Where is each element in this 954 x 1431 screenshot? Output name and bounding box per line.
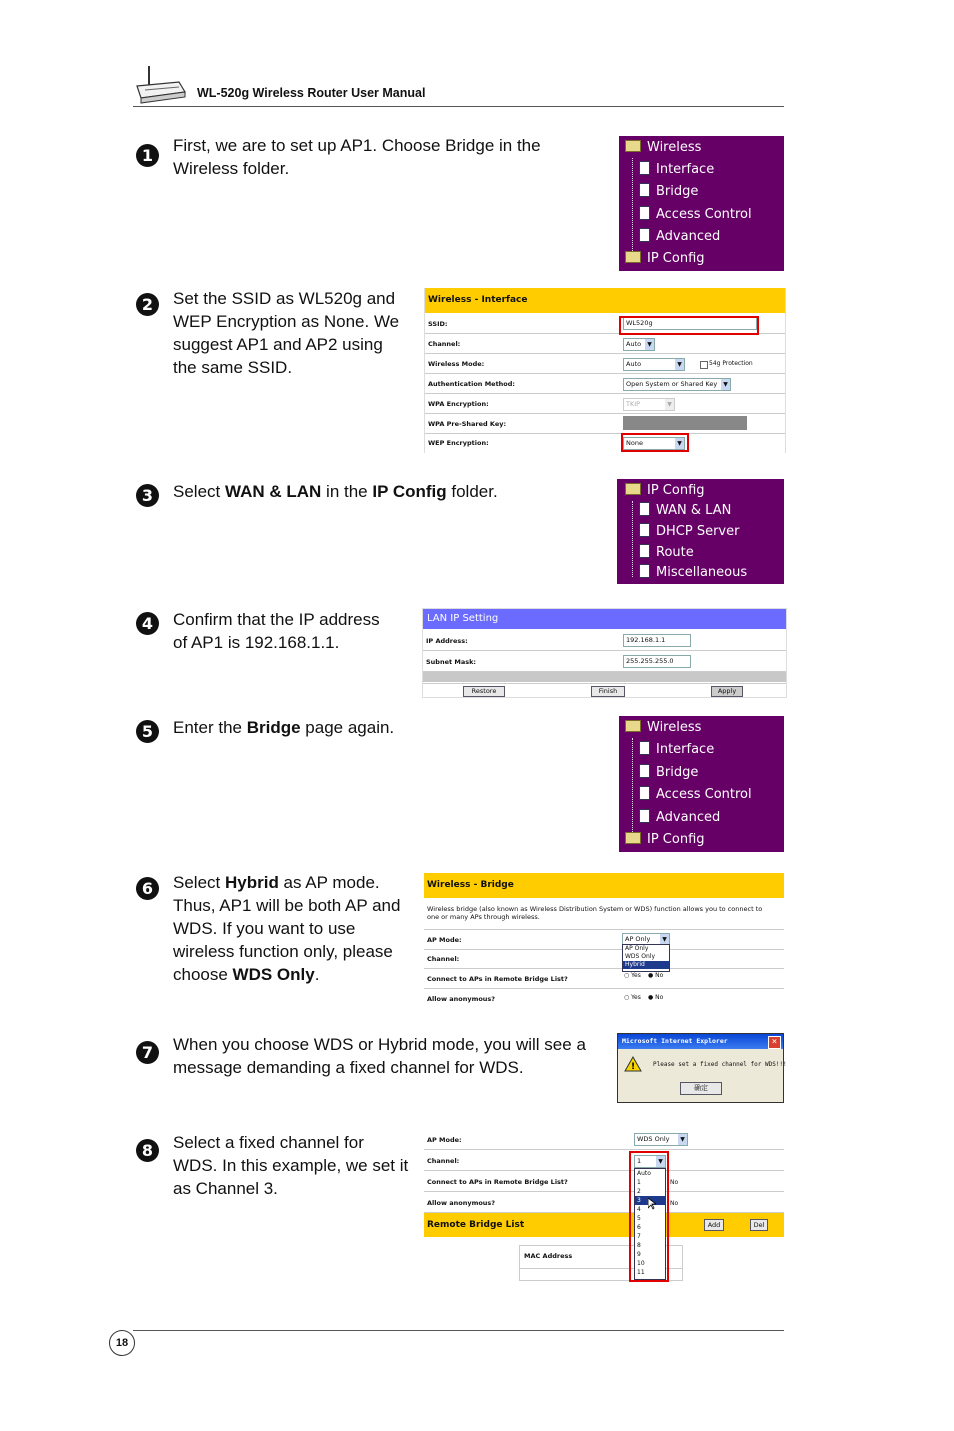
- folder-icon: [625, 251, 641, 263]
- tree-root-label: Wireless: [647, 720, 702, 735]
- channel-option[interactable]: 11: [637, 1269, 645, 1276]
- mac-address-header: MAC Address: [524, 1252, 573, 1260]
- page-icon: [639, 764, 650, 778]
- wpa-key-input: [623, 416, 747, 430]
- ok-button[interactable]: 确定: [680, 1082, 722, 1095]
- radio-yes[interactable]: ○ Yes: [624, 972, 641, 979]
- tree-route[interactable]: [639, 545, 694, 560]
- tree-access-control[interactable]: [639, 787, 752, 802]
- page-icon: [639, 183, 650, 197]
- tree-item-label: WAN & LAN: [656, 503, 732, 518]
- folder-icon: [625, 483, 641, 495]
- tree-root-label: IP Config: [647, 832, 705, 847]
- step-2-number: 2: [136, 293, 159, 316]
- radio-yes[interactable]: ○ Yes: [624, 994, 641, 1001]
- subnet-mask-input[interactable]: 255.255.255.0: [623, 655, 691, 668]
- channel-label: Channel:: [427, 1157, 460, 1165]
- connect-aps-label: Connect to APs in Remote Bridge List?: [427, 1178, 568, 1186]
- allow-anon-label: Allow anonymous?: [427, 995, 496, 1003]
- tree-wireless[interactable]: [625, 140, 701, 155]
- channel-select[interactable]: Auto ▼: [623, 338, 655, 351]
- step-4-number: 4: [136, 612, 159, 635]
- remote-bridge-list-bar: [424, 1213, 784, 1237]
- button-row: [423, 683, 786, 697]
- page-icon: [639, 228, 650, 242]
- folder-icon: [625, 140, 641, 152]
- wep-highlight: [621, 433, 689, 452]
- tree-wireless[interactable]: [625, 720, 701, 735]
- step-7-text: When you choose WDS or Hybrid mode, you will see a message demanding a fixed channel for WDS.: [173, 1035, 586, 1077]
- tree-advanced[interactable]: [639, 229, 720, 244]
- ssid-input[interactable]: WL520g: [623, 317, 757, 330]
- tree-advanced[interactable]: [639, 810, 720, 825]
- step-3-text: Select WAN & LAN in the IP Config folder.: [173, 482, 498, 501]
- wep-encryption-select[interactable]: None ▼: [623, 437, 685, 450]
- page-icon: [639, 206, 650, 220]
- radio-no[interactable]: ● No: [648, 994, 664, 1001]
- page-icon: [639, 564, 650, 578]
- add-button[interactable]: Add: [704, 1219, 724, 1231]
- auth-method-select[interactable]: Open System or Shared Key ▼: [623, 378, 731, 391]
- page-icon: [639, 741, 650, 755]
- bridge-description: Wireless bridge (also known as Wireless Distribution System or WDS) function allows you to connect to one or many APs through wireless.: [427, 905, 763, 921]
- tree-item-label: Advanced: [656, 810, 721, 825]
- folder-icon: [625, 720, 641, 732]
- tree-ip-config[interactable]: [625, 832, 705, 847]
- page-icon: [639, 809, 650, 823]
- ip-address-input[interactable]: 192.168.1.1: [623, 634, 691, 647]
- step-4-text: Confirm that the IP address of AP1 is 192.168.1.1.: [173, 610, 380, 652]
- page-icon: [639, 544, 650, 558]
- step-8-text: Select a fixed channel for WDS. In this example, we set it as Channel 3.: [173, 1133, 409, 1198]
- tree-dhcp-server[interactable]: [639, 524, 739, 539]
- tree-item-label: Access Control: [656, 787, 752, 802]
- option-wds-only[interactable]: WDS Only: [625, 953, 656, 960]
- channel-option[interactable]: 10: [637, 1260, 645, 1267]
- tree-interface[interactable]: [639, 162, 714, 177]
- wireless-mode-label: Wireless Mode:: [428, 360, 485, 368]
- channel-option[interactable]: 1: [637, 1179, 641, 1186]
- ip-address-label: IP Address:: [426, 637, 468, 645]
- ie-alert-dialog: [617, 1033, 787, 1103]
- tree-bridge[interactable]: [639, 765, 698, 780]
- tree-item-label: DHCP Server: [656, 524, 740, 539]
- ap-mode-dropdown-list: [622, 944, 670, 972]
- step-6-text: Select Hybrid as AP mode. Thus, AP1 will be both AP and WDS. If you want to use wireless function only, please choose WDS Only.: [173, 873, 401, 984]
- ipconfig-tree-panel: [617, 479, 784, 584]
- no-label: No: [670, 1200, 679, 1207]
- footer-divider: [133, 1330, 784, 1331]
- page-icon: [639, 502, 650, 516]
- wpa-key-label: WPA Pre-Shared Key:: [428, 420, 507, 428]
- tree-root-label: IP Config: [647, 483, 705, 498]
- step-5-text: Enter the Bridge page again.: [173, 718, 395, 737]
- step-2-text: Set the SSID as WL520g and WEP Encryption as None. We suggest AP1 and AP2 using the same SSID.: [173, 289, 400, 377]
- tree-miscellaneous[interactable]: [639, 565, 747, 580]
- tree-item-label: Miscellaneous: [656, 565, 748, 580]
- wireless-tree-panel-1: [619, 136, 784, 271]
- channel-option-selected[interactable]: 3: [635, 1196, 665, 1205]
- step-1-text: First, we are to set up AP1. Choose Bridge in the Wireless folder.: [173, 136, 541, 178]
- channel-option[interactable]: 6: [637, 1224, 641, 1231]
- close-icon[interactable]: ×: [768, 1036, 781, 1049]
- channel-highlight: [629, 1151, 669, 1282]
- step-1-number: 1: [136, 144, 159, 167]
- form-title: Wireless - Interface: [425, 288, 785, 313]
- tree-ip-config[interactable]: [625, 251, 705, 266]
- allow-anon-label: Allow anonymous?: [427, 1199, 496, 1207]
- tree-root-label: Wireless: [647, 140, 702, 155]
- channel-option[interactable]: 4: [637, 1206, 641, 1213]
- tree-interface[interactable]: [639, 742, 714, 757]
- step-7-number: 7: [136, 1041, 159, 1064]
- page-icon: [639, 786, 650, 800]
- page-icon: [639, 523, 650, 537]
- svg-text:!: !: [630, 1062, 636, 1072]
- dialog-title: Microsoft Internet Explorer: [618, 1034, 783, 1049]
- wpa-encryption-label: WPA Encryption:: [428, 400, 489, 408]
- tree-access-control[interactable]: [639, 207, 752, 222]
- restore-button[interactable]: Restore: [463, 686, 505, 697]
- protection-checkbox[interactable]: [700, 361, 708, 369]
- ap-mode-select[interactable]: WDS Only ▼: [634, 1133, 688, 1146]
- channel-option[interactable]: Auto: [637, 1170, 651, 1177]
- step-8-number: 8: [136, 1139, 159, 1162]
- wpa-encryption-select: TKIP ▼: [623, 398, 675, 411]
- tree-item-label: Interface: [656, 742, 715, 757]
- auth-method-label: Authentication Method:: [428, 380, 516, 388]
- lan-ip-form: [422, 608, 787, 698]
- option-hybrid[interactable]: Hybrid: [623, 961, 669, 969]
- protection-label: 54g Protection: [709, 360, 753, 367]
- wep-encryption-label: WEP Encryption:: [428, 439, 489, 447]
- tree-bridge[interactable]: [639, 184, 698, 199]
- channel-option[interactable]: 9: [637, 1251, 641, 1258]
- wireless-bridge-form: [424, 873, 784, 1008]
- radio-no[interactable]: ● No: [648, 972, 664, 979]
- tree-item-label: Bridge: [656, 184, 699, 199]
- channel-label: Channel:: [427, 955, 460, 963]
- manual-title: WL-520g Wireless Router User Manual: [197, 86, 426, 100]
- ssid-label: SSID:: [428, 320, 448, 328]
- wireless-interface-form: [424, 288, 786, 453]
- tree-item-label: Interface: [656, 162, 715, 177]
- ap-mode-label: AP Mode:: [427, 1136, 462, 1144]
- channel-option[interactable]: 7: [637, 1233, 641, 1240]
- tree-item-label: Route: [656, 545, 694, 560]
- header-divider: [133, 106, 784, 107]
- subnet-mask-label: Subnet Mask:: [426, 658, 477, 666]
- step-3-number: 3: [136, 484, 159, 507]
- option-ap-only[interactable]: AP Only: [625, 945, 649, 952]
- remote-bridge-list-title: Remote Bridge List: [427, 1220, 525, 1230]
- wireless-tree-panel-2: [619, 716, 784, 852]
- ap-mode-select[interactable]: AP Only ▼: [622, 933, 670, 946]
- step-5-number: 5: [136, 720, 159, 743]
- tree-item-label: Advanced: [656, 229, 721, 244]
- wireless-mode-select[interactable]: Auto ▼: [623, 358, 685, 371]
- channel-option[interactable]: 8: [637, 1242, 641, 1249]
- tree-item-label: Bridge: [656, 765, 699, 780]
- tree-wan-lan[interactable]: [639, 503, 731, 518]
- form-title: LAN IP Setting: [423, 609, 786, 629]
- apply-button[interactable]: Apply: [711, 686, 743, 697]
- channel-select-form: [424, 1129, 784, 1281]
- folder-icon: [625, 832, 641, 844]
- tree-root-label: IP Config: [647, 251, 705, 266]
- no-label: No: [670, 1179, 679, 1186]
- form-title: Wireless - Bridge: [424, 873, 784, 898]
- del-button[interactable]: Del: [750, 1219, 768, 1231]
- ssid-highlight: [619, 316, 759, 335]
- ap-mode-label: AP Mode:: [427, 936, 462, 944]
- page-number: 18: [109, 1330, 135, 1356]
- warning-icon: [624, 1056, 642, 1076]
- channel-label: Channel:: [428, 340, 461, 348]
- page-icon: [639, 161, 650, 175]
- form-separator: [423, 672, 786, 682]
- connect-aps-label: Connect to APs in Remote Bridge List?: [427, 975, 568, 983]
- router-logo: [135, 62, 187, 104]
- step-6-number: 6: [136, 877, 159, 900]
- dialog-message: Please set a fixed channel for WDS!!!: [653, 1061, 787, 1068]
- channel-option[interactable]: 2: [637, 1188, 641, 1195]
- finish-button[interactable]: Finish: [591, 686, 625, 697]
- channel-option[interactable]: 5: [637, 1215, 641, 1222]
- tree-item-label: Access Control: [656, 207, 752, 222]
- tree-ip-config-root[interactable]: [625, 483, 705, 498]
- channel-select[interactable]: 1 ▼: [634, 1155, 666, 1168]
